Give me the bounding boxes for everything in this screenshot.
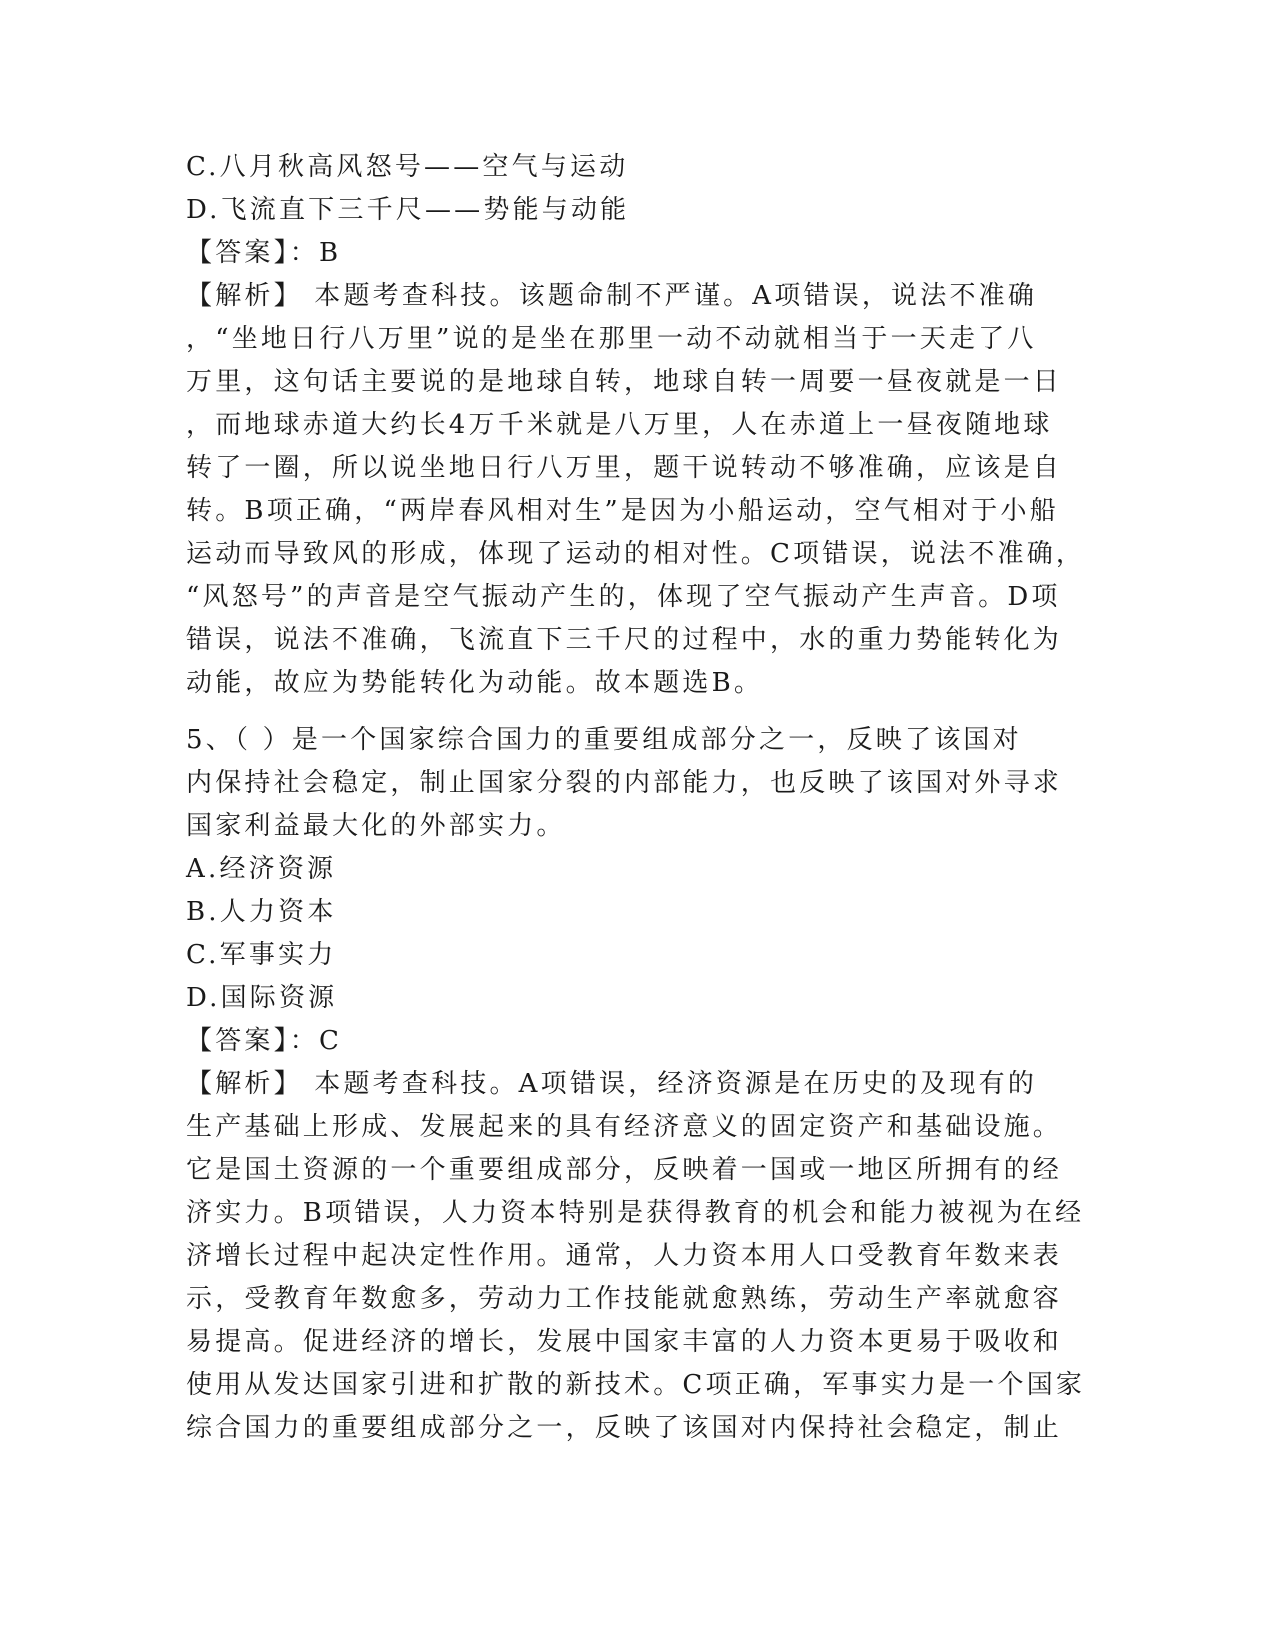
- answer: 【答案】：B: [186, 238, 342, 268]
- analysis: [186, 275, 1086, 705]
- stem-line: 内保持社会稳定，制止国家分裂的内部能力，也反映了该国对外寻求: [186, 768, 1063, 798]
- analysis-line: 转了一圈，所以说坐地日行八万里，题干说转动不够准确，应该是自: [186, 453, 1063, 483]
- question-5: [186, 719, 1086, 1450]
- analysis-line: 生产基础上形成、发展起来的具有经济意义的固定资产和基础设施。: [186, 1112, 1063, 1142]
- analysis-line: 【解析】 本题考查科技。该题命制不严谨。A项错误，说法不准确: [186, 281, 1038, 311]
- option-c: C.八月秋高风怒号——空气与运动: [186, 152, 629, 182]
- analysis-line: 错误，说法不准确，飞流直下三千尺的过程中，水的重力势能转化为: [186, 625, 1063, 655]
- analysis-line: 它是国土资源的一个重要组成部分，反映着一国或一地区所拥有的经: [186, 1155, 1063, 1185]
- answer: 【答案】：C: [186, 1026, 343, 1056]
- analysis-line: 使用从发达国家引进和扩散的新技术。C项正确，军事实力是一个国家: [186, 1370, 1086, 1400]
- analysis-line: 运动而导致风的形成，体现了运动的相对性。C项错误，说法不准确，: [186, 539, 1086, 569]
- question-4-tail: [186, 146, 1086, 705]
- analysis-line: 【解析】 本题考查科技。A项错误，经济资源是在历史的及现有的: [186, 1069, 1038, 1099]
- analysis: [186, 1063, 1086, 1450]
- document-page: [186, 146, 1086, 1450]
- analysis-line: 济增长过程中起决定性作用。通常，人力资本用人口受教育年数来表: [186, 1241, 1063, 1271]
- option-b: B.人力资本: [186, 897, 337, 927]
- option-d: D.飞流直下三千尺——势能与动能: [186, 195, 630, 225]
- question-stem: [186, 719, 1086, 848]
- analysis-line: ，而地球赤道大约长4万千米就是八万里，人在赤道上一昼夜随地球: [186, 410, 1053, 440]
- analysis-line: 易提高。促进经济的增长，发展中国家丰富的人力资本更易于吸收和: [186, 1327, 1063, 1357]
- stem-line: 国家利益最大化的外部实力。: [186, 811, 566, 841]
- analysis-line: 转。B项正确，“两岸春风相对生”是因为小船运动，空气相对于小船: [186, 496, 1059, 526]
- analysis-line: 济实力。B项错误，人力资本特别是获得教育的机会和能力被视为在经: [186, 1198, 1085, 1228]
- analysis-line: 示，受教育年数愈多，劳动力工作技能就愈熟练，劳动生产率就愈容: [186, 1284, 1063, 1314]
- option-a: A.经济资源: [186, 854, 337, 884]
- block-gap: [186, 705, 1086, 719]
- analysis-line: “风怒号”的声音是空气振动产生的，体现了空气振动产生声音。D项: [186, 582, 1061, 612]
- option-c: C.军事实力: [186, 940, 337, 970]
- analysis-line: 万里，这句话主要说的是地球自转，地球自转一周要一昼夜就是一日: [186, 367, 1063, 397]
- analysis-line: 动能，故应为势能转化为动能。故本题选B。: [186, 668, 764, 698]
- stem-line: 5、（ ）是一个国家综合国力的重要组成部分之一，反映了该国对: [186, 725, 1022, 755]
- analysis-line: 综合国力的重要组成部分之一，反映了该国对内保持社会稳定，制止: [186, 1413, 1063, 1443]
- analysis-line: ，“坐地日行八万里”说的是坐在那里一动不动就相当于一天走了八: [186, 324, 1037, 354]
- option-d: D.国际资源: [186, 983, 338, 1013]
